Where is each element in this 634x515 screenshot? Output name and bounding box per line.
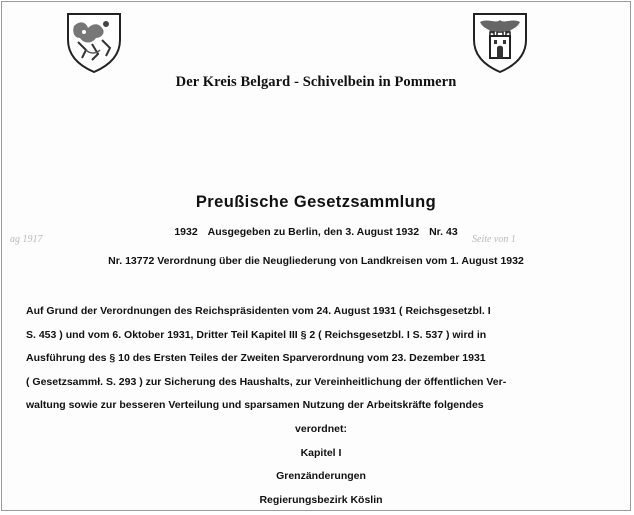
issue-number: Nr. 43 xyxy=(429,226,458,238)
body-line: Auf Grund der Verordnungen des Reichspräsidenten vom 24. August 1931 ( Reichsgesetzbl. I xyxy=(26,305,491,317)
chapter-heading: Kapitel I xyxy=(300,446,342,459)
issue-info-line xyxy=(2,226,630,238)
body-line: S. 453 ) und vom 6. Oktober 1931, Dritter Teil Kapitel III § 2 ( Reichsgesetzbl. I S. 537 ) wird in xyxy=(26,328,487,341)
issue-year: 1932 xyxy=(174,226,198,238)
section-heading: Grenzänderungen xyxy=(276,470,366,483)
document-page xyxy=(1,1,631,511)
body-line: ( Gesetzsammł. S. 293 ) zur Sicherung des Haushalts, zur Vereinheitlichung der öffentlichen Ver- xyxy=(26,375,507,388)
decree-title: Nr. 13772 Verordnung über die Neugliederung von Landkreisen vom 1. August 1932 xyxy=(108,255,524,267)
belgard-coat-of-arms-icon xyxy=(62,10,126,74)
body-line-verordnet: verordnet: xyxy=(295,422,347,435)
law-gazette-title: Preußische Gesetzsammlung xyxy=(195,193,437,211)
faded-margin-text-right: Seite von 1 xyxy=(472,234,516,245)
body-line: Ausführung des § 10 des Ersten Teiles der Zweiten Sparverordnung vom 23. Dezember 1931 xyxy=(26,352,486,365)
issue-published-date: Ausgegeben zu Berlin, den 3. August 1932 xyxy=(207,226,420,238)
faded-margin-text-left: ag 1917 xyxy=(10,234,43,245)
body-line: waltung sowie zur besseren Verteilung und sparsamen Nutzung der Arbeitskräfte folgendes xyxy=(26,399,484,412)
decree-body xyxy=(26,306,616,511)
district-heading: Regierungsbezirk Köslin xyxy=(259,493,383,506)
schivelbein-coat-of-arms-icon xyxy=(468,10,532,74)
district-header-title: Der Kreis Belgard - Schivelbein in Pommern xyxy=(175,74,457,90)
